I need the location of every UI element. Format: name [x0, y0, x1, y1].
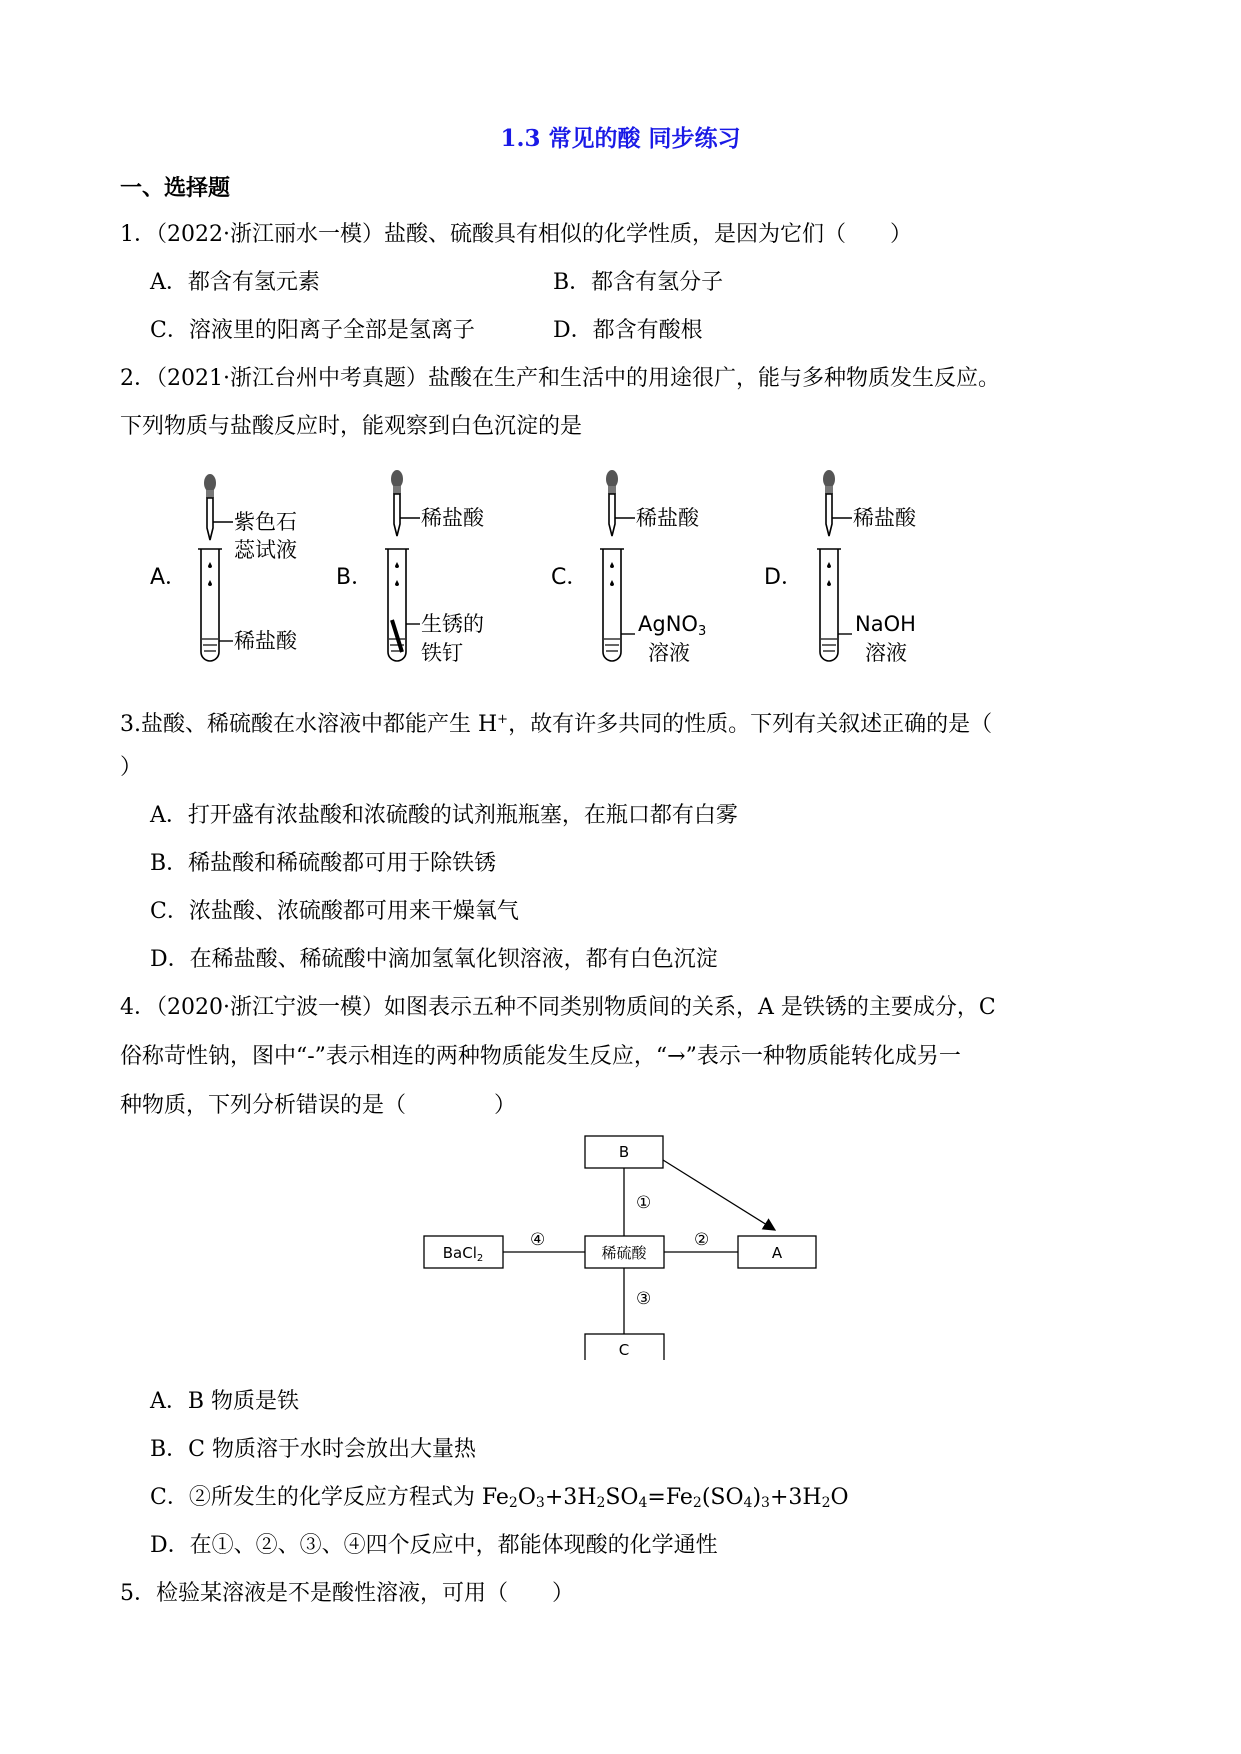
page-title: 1.3 常见的酸 同步练习: [500, 125, 741, 152]
q3-option-a: A．打开盛有浓盐酸和浓硫酸的试剂瓶瓶塞，在瓶口都有白雾: [150, 803, 738, 828]
question-4-stem-line1: 4．（2020·浙江宁波一模）如图表示五种不同类别物质间的关系，A 是铁锈的主要成分，C: [120, 995, 996, 1020]
box-center-label: 稀硫酸: [601, 1244, 647, 1262]
option-a-test-tube: [198, 549, 222, 661]
option-c-dropper: [606, 470, 618, 536]
option-b-tube-label-1: 生锈的: [421, 612, 484, 636]
box-a-label: A: [771, 1244, 783, 1262]
option-a-dropper-label-2: 蕊试液: [234, 538, 297, 562]
question-4-stem-line3: 种物质，下列分析错误的是（ ）: [120, 1093, 517, 1118]
reaction-diagram: [420, 1134, 820, 1360]
question-5-stem: 5．检验某溶液是不是酸性溶液，可用（ ）: [120, 1581, 574, 1606]
option-a-dropper-label-1: 紫色石: [234, 510, 297, 534]
q1-option-b: B．都含有氢分子: [553, 270, 724, 295]
option-d-dropper: [823, 470, 835, 536]
option-c-tube-label-1: AgNO3: [638, 612, 707, 639]
option-c-test-tube: [600, 549, 624, 661]
box-b-label: B: [618, 1143, 630, 1161]
reaction-2-label: ②: [694, 1230, 710, 1250]
option-a-tube-label: 稀盐酸: [234, 629, 297, 653]
option-b-dropper: [391, 470, 403, 536]
question-3-stem: 3.盐酸、稀硫酸在水溶液中都能产生 H+，故有许多共同的性质。下列有关叙述正确的是（: [120, 712, 993, 737]
option-d-tube-label-2: 溶液: [865, 641, 907, 665]
q4-option-c: C．②所发生的化学反应方程式为 $Fe_2O_3+3H_2SO_4=Fe_2(SO_4)_3+3H_2O$: [150, 1485, 849, 1511]
option-d-test-tube: [817, 549, 841, 661]
question-3-stem-line2: ）: [120, 755, 143, 780]
rusty-nail: [392, 620, 402, 652]
q1-option-d: D．都含有酸根: [553, 318, 703, 343]
option-d-tube-label-1: NaOH: [855, 612, 916, 636]
box-c-label: C: [618, 1341, 630, 1359]
question-2-stem-line2: 下列物质与盐酸反应时，能观察到白色沉淀的是: [120, 414, 583, 439]
question-4-stem-line2: 俗称苛性钠，图中“-”表示相连的两种物质能发生反应，“→”表示一种物质能转化成另一: [120, 1044, 961, 1069]
q1-option-c: C．溶液里的阳离子全部是氢离子: [150, 318, 475, 343]
test-tube-figure: [140, 462, 960, 674]
option-b-test-tube: [385, 549, 409, 661]
question-1-stem: 1．（2022·浙江丽水一模）盐酸、硫酸具有相似的化学性质，是因为它们（ ）: [120, 222, 912, 247]
option-c-tube-label-2: 溶液: [648, 641, 690, 665]
option-b-tube-label-2: 铁钉: [421, 641, 463, 665]
option-d-dropper-label: 稀盐酸: [853, 506, 916, 530]
q4-option-a: A．B 物质是铁: [150, 1389, 300, 1414]
q1-option-a: A．都含有氢元素: [150, 270, 320, 295]
option-c-dropper-label: 稀盐酸: [636, 506, 699, 530]
q3-option-b: B．稀盐酸和稀硫酸都可用于除铁锈: [150, 851, 497, 876]
q4-option-b: B．C 物质溶于水时会放出大量热: [150, 1437, 476, 1462]
reaction-4-label: ④: [530, 1230, 546, 1250]
b-to-a-arrow: [663, 1160, 775, 1230]
option-c-letter: C．: [551, 565, 589, 590]
option-b-letter: B．: [336, 565, 374, 590]
option-d-letter: D．: [764, 565, 803, 590]
q3-option-d: D．在稀盐酸、稀硫酸中滴加氢氧化钡溶液，都有白色沉淀: [150, 947, 718, 972]
section-heading: 一、选择题: [120, 175, 231, 201]
question-2-stem-line1: 2．（2021·浙江台州中考真题）盐酸在生产和生活中的用途很广，能与多种物质发生反应。: [120, 366, 1000, 391]
option-b-dropper-label: 稀盐酸: [421, 506, 484, 530]
reaction-3-label: ③: [636, 1289, 652, 1309]
q3-option-c: C．浓盐酸、浓硫酸都可用来干燥氧气: [150, 899, 519, 924]
reaction-1-label: ①: [636, 1193, 652, 1213]
q4-option-d: D．在①、②、③、④四个反应中，都能体现酸的化学通性: [150, 1533, 718, 1558]
box-bacl2-label: BaCl$_2$: [442, 1244, 484, 1264]
option-a-letter: A．: [150, 565, 188, 590]
option-a-dropper: [204, 474, 216, 540]
